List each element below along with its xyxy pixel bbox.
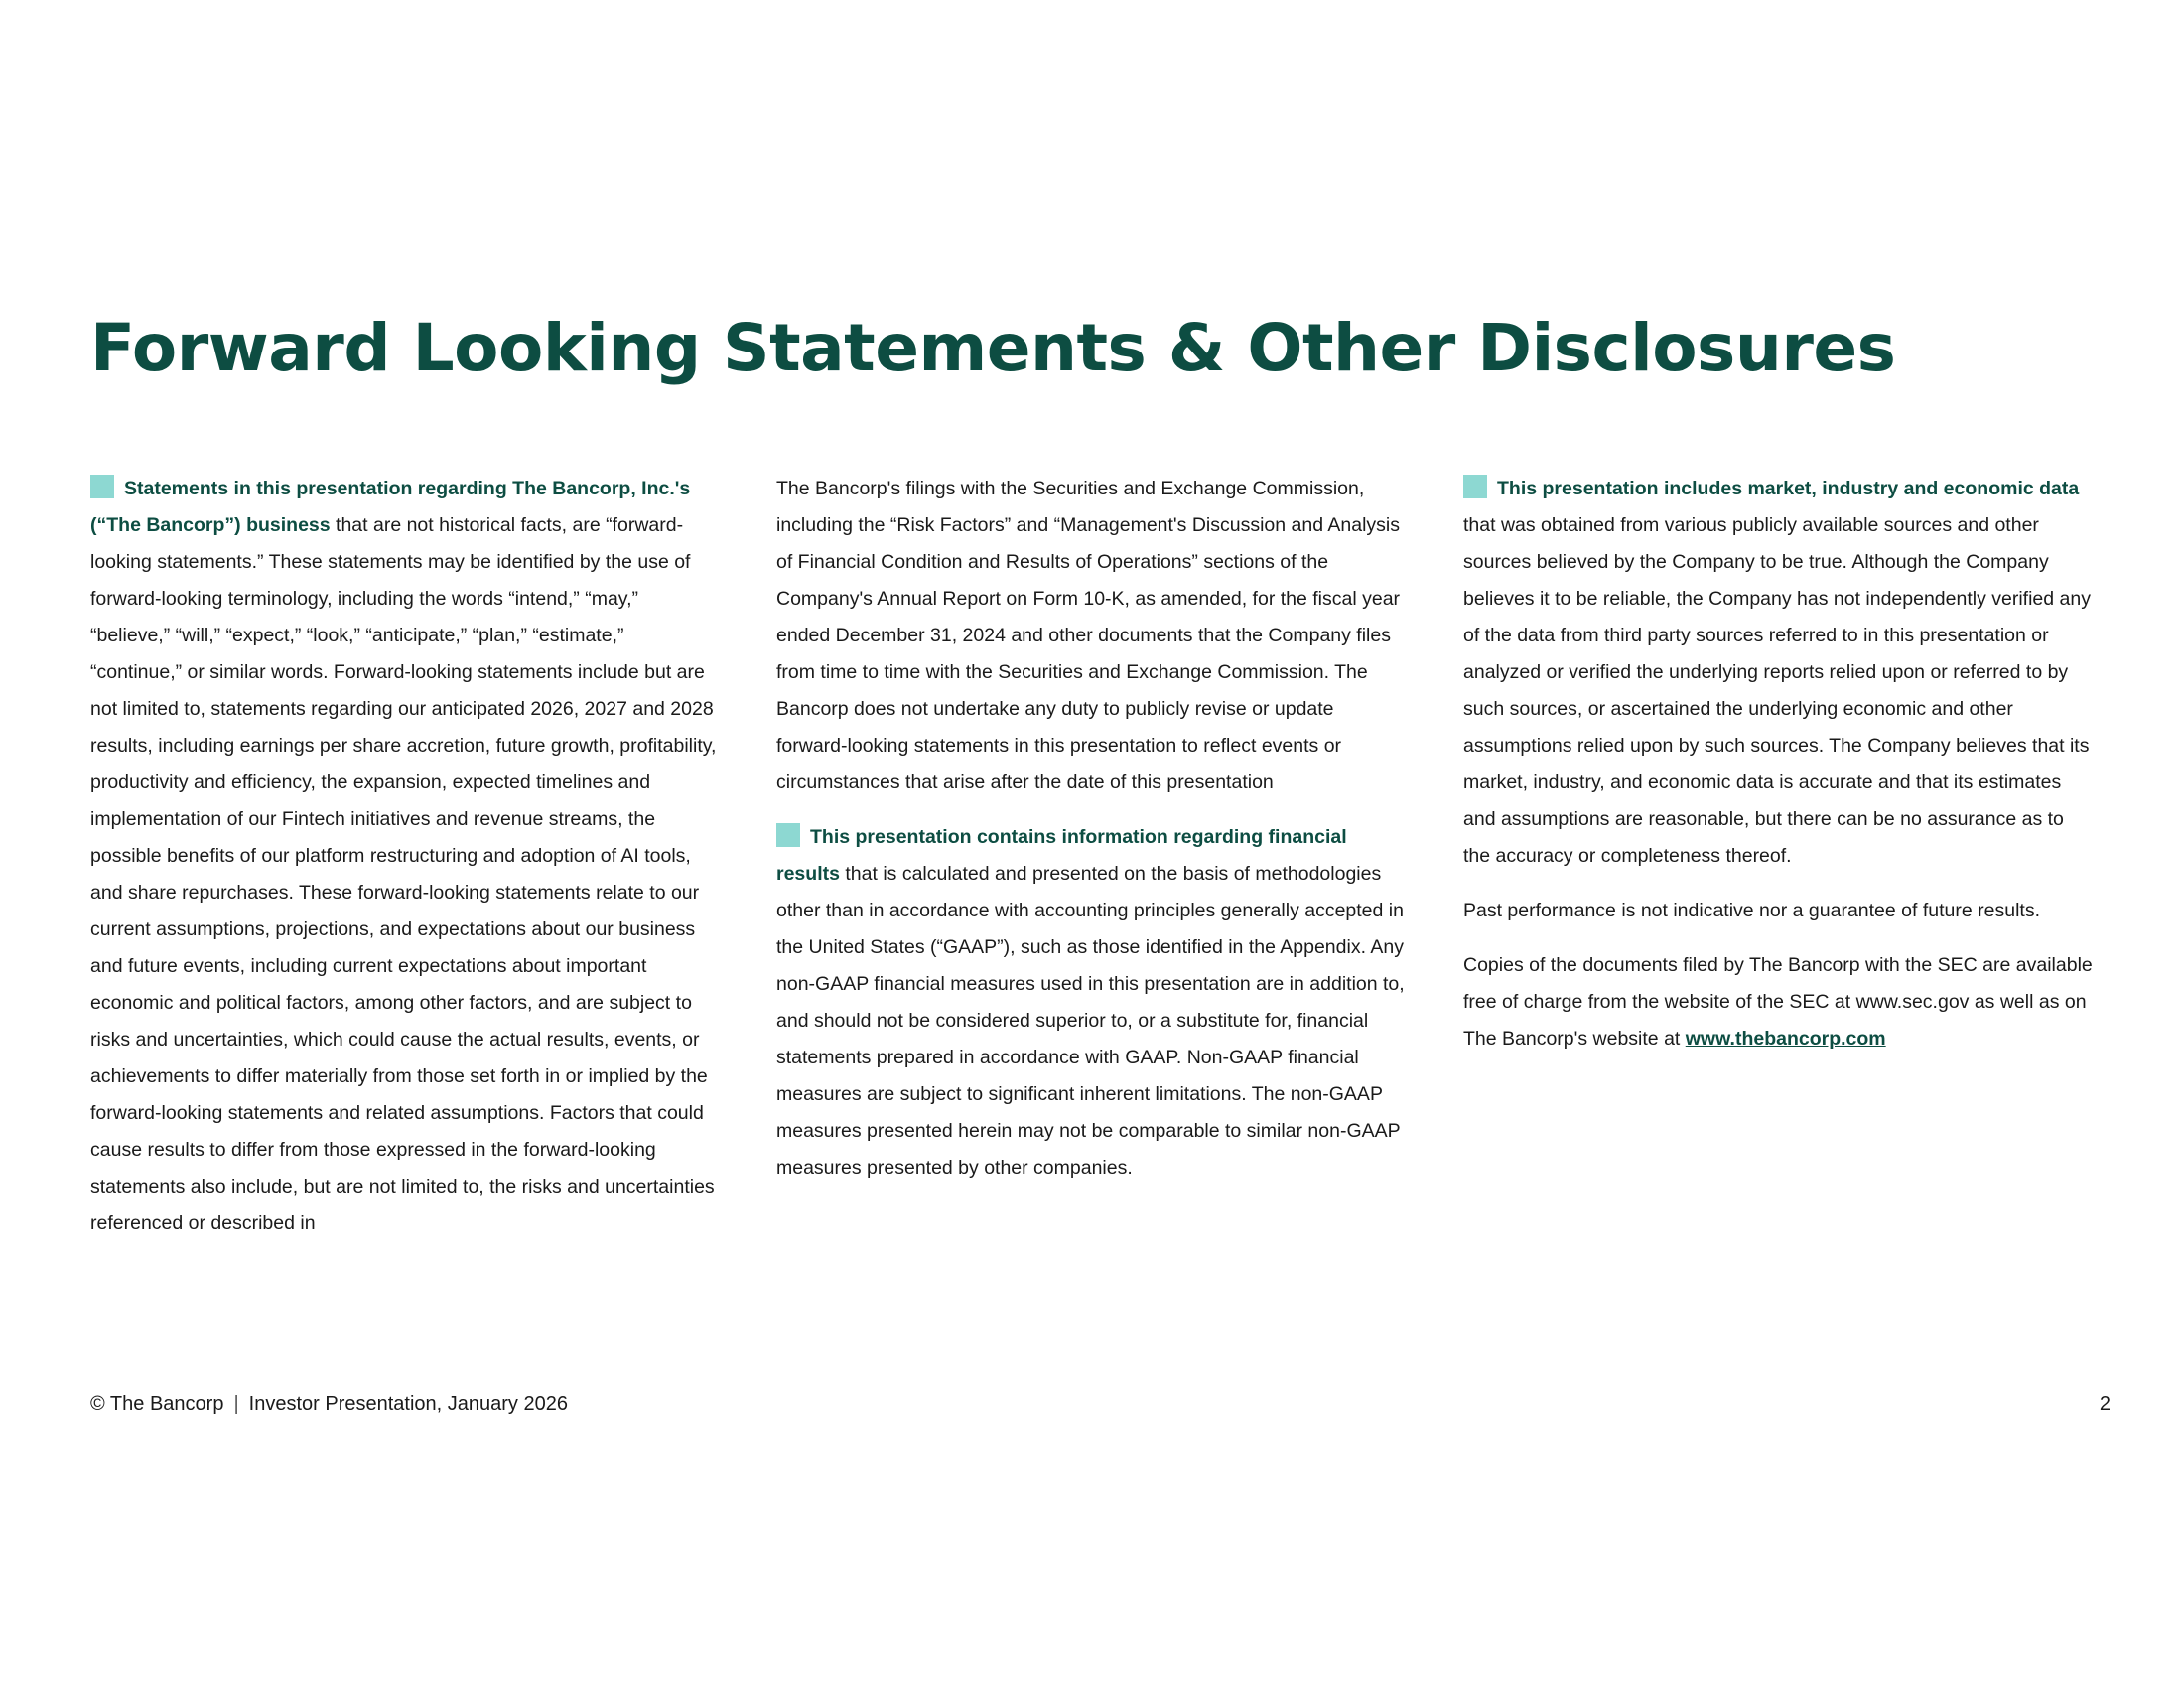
footer-copyright: © The Bancorp <box>90 1393 224 1415</box>
column-filings-gaap <box>776 471 1407 1204</box>
footer-separator: | <box>233 1393 239 1415</box>
paragraph-forward-looking <box>90 471 721 1242</box>
page-number: 2 <box>2099 1393 2111 1415</box>
column-market-data <box>1463 471 2094 1075</box>
bullet-marker-icon <box>776 823 800 847</box>
paragraph-body: that is calculated and presented on the basis of methodologies other than in accordance with accounting principles generally accepted in the United States (“GAAP”), such as those identified in the Appendix. Any non-GAAP financial measures used in this presentation are in addition to, and should not be considered superior to, or a substitute for, financial statements prepared in accordance with GAAP. Non-GAAP financial measures are subject to significant inherent limitations. The non-GAAP measures presented herein may not be comparable to similar non-GAAP measures presented by other companies. <box>776 863 1405 1179</box>
lead-financial-results: This presentation contains information regarding financial results <box>776 826 1347 885</box>
paragraph-body: that was obtained from various publicly available sources and other sources believed by the Company to be true. Although the Company believes it to be reliable, the Company has not independently verified any of the data from third party sources referred to in this presentation or analyzed or verified the underlying reports relied upon or referred to by such sources, or ascertained the underlying economic and other assumptions relied upon by such sources. The Company believes that its market, industry, and economic data is accurate and that its estimates and assumptions are reasonable, but there can be no assurance as to the accuracy or completeness thereof. <box>1463 514 2091 867</box>
footer <box>90 1393 568 1416</box>
lead-market-data: This presentation includes market, industry and economic data <box>1497 478 2080 499</box>
paragraph-market-data <box>1463 471 2094 875</box>
page-title: Forward Looking Statements & Other Disclosures <box>90 310 1896 386</box>
paragraph-body: that are not historical facts, are “forward-looking statements.” These statements may be identified by the use of forward-looking terminology, including the words “intend,” “may,” “believe,” “will,” “expect,” “look,” “anticipate,” “plan,” “estimate,” “continue,” or similar words. Forward-looking statements include but are not limited to, statements regarding our anticipated 2026, 2027 and 2028 results, including earnings per share accretion, future growth, profitability, productivity and efficiency, the expansion, expected timelines and implementation of our Fintech initiatives and revenue streams, the possible benefits of our platform restructuring and adoption of AI tools, and share repurchases. These forward-looking statements relate to our current assumptions, projections, and expectations about our business and future events, including current expectations about important economic and political factors, among other factors, and are subject to risks and uncertainties, which could cause the actual results, events, or achievements to differ materially from those set forth in or implied by the forward-looking statements and related assumptions. Factors that could cause results to differ from those expressed in the forward-looking statements also include, but are not limited to, the risks and uncertainties referenced or described in <box>90 514 717 1234</box>
paragraph-filings: The Bancorp's filings with the Securities and Exchange Commission, including the “Risk Factors” and “Management's Discussion and Analysis of Financial Condition and Results of Operations” sections of the Company's Annual Report on Form 10-K, as amended, for the fiscal year ended December 31, 2024 and other documents that the Company files from time to time with the Securities and Exchange Commission. The Bancorp does not undertake any duty to publicly revise or update forward-looking statements in this presentation to reflect events or circumstances that arise after the date of this presentation <box>776 478 1401 793</box>
lead-statement: Statements in this presentation regarding The Bancorp, Inc.'s (“The Bancorp”) business <box>90 478 691 536</box>
footer-subtitle: Investor Presentation, January 2026 <box>248 1393 568 1415</box>
paragraph-body: Copies of the documents filed by The Bancorp with the SEC are available free of charge from the website of the SEC at www.sec.gov as well as on The Bancorp's website at <box>1463 954 2093 1050</box>
bancorp-website-link[interactable]: www.thebancorp.com <box>1685 1028 1886 1050</box>
bullet-marker-icon <box>1463 475 1487 498</box>
bullet-marker-icon <box>90 475 114 498</box>
paragraph-non-gaap <box>776 819 1407 1187</box>
paragraph-past-performance: Past performance is not indicative nor a guarantee of future results. <box>1463 900 2040 921</box>
column-forward-looking <box>90 471 721 1260</box>
paragraph-sec-copies <box>1463 947 2094 1057</box>
